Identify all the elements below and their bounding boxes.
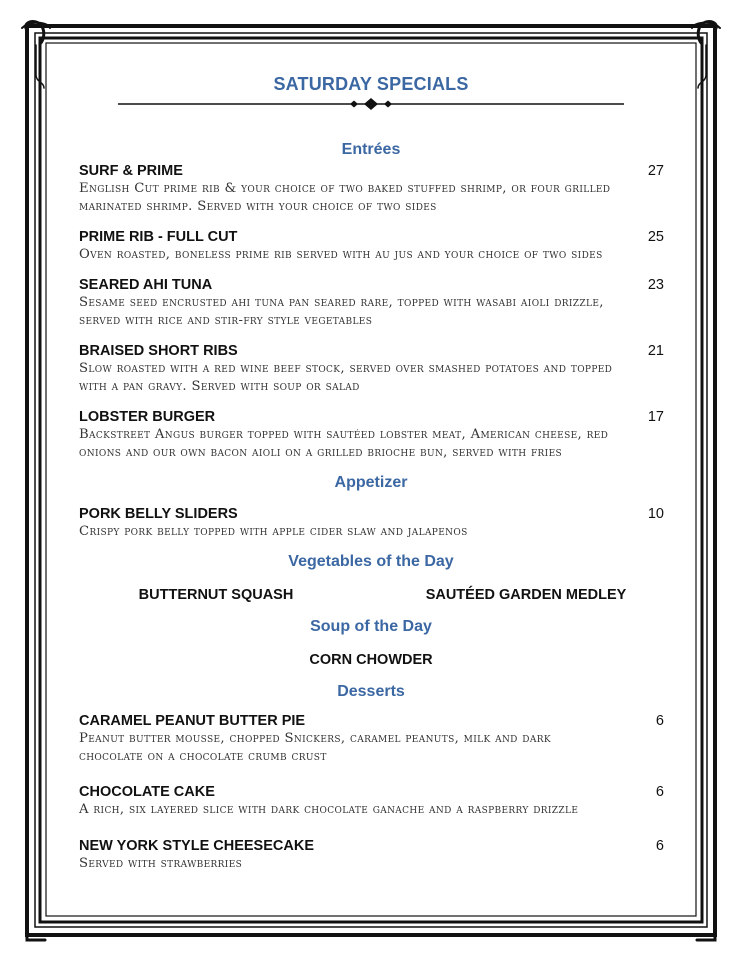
item-price: 6 xyxy=(655,713,664,729)
item-name: NEW YORK STYLE CHEESECAKE xyxy=(79,838,314,854)
item-price: 17 xyxy=(647,409,664,425)
menu-item xyxy=(79,712,664,766)
menu-item xyxy=(79,505,664,541)
section-heading-desserts: Desserts xyxy=(337,683,405,700)
menu-item xyxy=(79,783,664,819)
item-description: Crispy pork belly topped with apple cider slaw and jalapenos xyxy=(79,524,468,539)
item-price: 25 xyxy=(647,229,664,245)
menu-item xyxy=(79,162,664,216)
item-description: Peanut butter mousse, chopped Snickers, caramel peanuts, milk and dark xyxy=(79,731,551,746)
item-description: served with rice and stir-fry style vegetables xyxy=(79,313,373,328)
section-heading-soup: Soup of the Day xyxy=(310,618,432,635)
vegetable-item: SAUTÉED GARDEN MEDLEY xyxy=(425,587,627,603)
vegetable-item: BUTTERNUT SQUASH xyxy=(138,587,294,603)
section-heading-vegetables: Vegetables of the Day xyxy=(288,553,454,570)
menu-item xyxy=(79,276,664,330)
item-description: with a pan gravy. Served with soup or salad xyxy=(79,379,360,394)
item-description: A rich, six layered slice with dark chocolate ganache and a raspberry drizzle xyxy=(79,802,579,817)
item-description: onions and our own bacon aioli on a grilled brioche bun, served with fries xyxy=(79,445,563,460)
item-price: 6 xyxy=(655,838,664,854)
soup-item: CORN CHOWDER xyxy=(309,652,433,668)
menu-title: SATURDAY SPECIALS xyxy=(273,74,469,94)
item-price: 6 xyxy=(655,784,664,800)
section-heading-appetizer: Appetizer xyxy=(334,474,408,491)
item-name: CARAMEL PEANUT BUTTER PIE xyxy=(79,713,306,729)
item-description: chocolate on a chocolate crumb crust xyxy=(79,749,327,764)
item-price: 10 xyxy=(647,506,664,522)
item-price: 21 xyxy=(647,343,664,359)
item-name: SEARED AHI TUNA xyxy=(79,277,213,293)
item-price: 23 xyxy=(647,277,664,293)
menu-item xyxy=(79,342,664,396)
menu-item xyxy=(79,837,664,873)
item-price: 27 xyxy=(647,163,664,179)
item-name: PRIME RIB - FULL CUT xyxy=(79,229,238,245)
item-description: Slow roasted with a red wine beef stock, served over smashed potatoes and topped xyxy=(79,361,613,376)
item-description: Backstreet Angus burger topped with sautéed lobster meat, American cheese, red xyxy=(79,427,609,442)
diamond-ornament-icon xyxy=(118,96,624,112)
menu-item xyxy=(79,228,664,264)
section-heading-entrees: Entrées xyxy=(341,141,401,158)
item-description: Oven roasted, boneless prime rib served with au jus and your choice of two sides xyxy=(79,247,603,262)
item-description: marinated shrimp. Served with your choice of two sides xyxy=(79,199,437,214)
item-name: PORK BELLY SLIDERS xyxy=(79,506,238,522)
item-name: BRAISED SHORT RIBS xyxy=(79,343,238,359)
item-name: SURF & PRIME xyxy=(79,163,183,179)
menu-item xyxy=(79,408,664,462)
item-description: English Cut prime rib & your choice of two baked stuffed shrimp, or four grilled xyxy=(79,181,611,196)
item-description: Sesame seed encrusted ahi tuna pan seared rare, topped with wasabi aioli drizzle, xyxy=(79,295,604,310)
item-name: LOBSTER BURGER xyxy=(79,409,216,425)
item-description: Served with strawberries xyxy=(79,856,243,871)
item-name: CHOCOLATE CAKE xyxy=(79,784,215,800)
